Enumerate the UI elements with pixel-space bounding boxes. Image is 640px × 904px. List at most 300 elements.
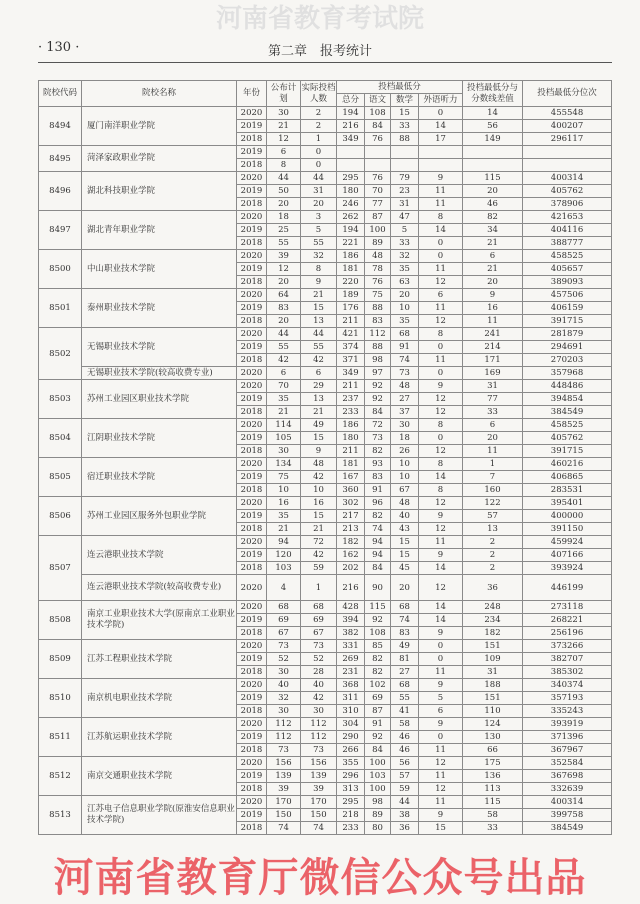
cell-foreign xyxy=(419,159,463,172)
cell-diff: 234 xyxy=(463,614,523,627)
cell-diff: 58 xyxy=(463,809,523,822)
cell-total: 194 xyxy=(337,107,365,120)
cell-diff: 31 xyxy=(463,666,523,679)
cell-math: 40 xyxy=(391,510,419,523)
header-chinese: 语文 xyxy=(365,94,391,107)
cell-rank: 296117 xyxy=(523,133,612,146)
cell-year: 2020 xyxy=(237,796,267,809)
cell-year: 2020 xyxy=(237,211,267,224)
cell-foreign: 12 xyxy=(419,783,463,796)
cell-actual: 68 xyxy=(301,601,337,614)
cell-foreign: 9 xyxy=(419,172,463,185)
cell-math: 49 xyxy=(391,640,419,653)
cell-total: 218 xyxy=(337,809,365,822)
table-row xyxy=(39,575,612,601)
cell-actual: 28 xyxy=(301,666,337,679)
cell-rank: 405762 xyxy=(523,185,612,198)
cell-actual: 72 xyxy=(301,536,337,549)
cell-chinese: 82 xyxy=(365,445,391,458)
cell-math: 68 xyxy=(391,328,419,341)
cell-plan: 35 xyxy=(267,510,301,523)
cell-total: 349 xyxy=(337,367,365,380)
cell-year: 2019 xyxy=(237,393,267,406)
cell-actual: 44 xyxy=(301,172,337,185)
cell-total: 374 xyxy=(337,341,365,354)
cell-diff: 20 xyxy=(463,185,523,198)
cell-foreign: 0 xyxy=(419,367,463,380)
cell-actual: 2 xyxy=(301,120,337,133)
cell-actual: 9 xyxy=(301,276,337,289)
school-name: 南京交通职业技术学院 xyxy=(82,757,237,796)
cell-foreign: 9 xyxy=(419,809,463,822)
cell-year: 2018 xyxy=(237,783,267,796)
cell-diff: 115 xyxy=(463,172,523,185)
cell-plan: 156 xyxy=(267,757,301,770)
cell-year: 2020 xyxy=(237,419,267,432)
table-row xyxy=(39,419,612,432)
cell-total: 186 xyxy=(337,250,365,263)
cell-chinese: 100 xyxy=(365,757,391,770)
cell-plan: 55 xyxy=(267,237,301,250)
cell-plan: 139 xyxy=(267,770,301,783)
cell-total: 216 xyxy=(337,575,365,601)
table-row xyxy=(39,718,612,731)
cell-diff: 36 xyxy=(463,575,523,601)
cell-total: 211 xyxy=(337,445,365,458)
school-name: 苏州工业园区职业技术学院 xyxy=(82,380,237,419)
cell-diff: 130 xyxy=(463,731,523,744)
cell-plan: 69 xyxy=(267,614,301,627)
cell-foreign: 11 xyxy=(419,302,463,315)
cell-plan: 44 xyxy=(267,172,301,185)
school-name: 南京机电职业技术学院 xyxy=(82,679,237,718)
cell-actual: 8 xyxy=(301,263,337,276)
cell-chinese: 83 xyxy=(365,315,391,328)
cell-actual: 1 xyxy=(301,575,337,601)
table-row xyxy=(39,172,612,185)
cell-actual: 49 xyxy=(301,419,337,432)
cell-year: 2018 xyxy=(237,159,267,172)
cell-actual: 112 xyxy=(301,718,337,731)
cell-diff: 77 xyxy=(463,393,523,406)
cell-plan: 73 xyxy=(267,744,301,757)
school-code: 8505 xyxy=(39,458,82,497)
cell-chinese: 94 xyxy=(365,536,391,549)
cell-actual: 73 xyxy=(301,744,337,757)
cell-chinese: 84 xyxy=(365,406,391,419)
cell-actual: 13 xyxy=(301,315,337,328)
cell-year: 2020 xyxy=(237,757,267,770)
cell-year: 2018 xyxy=(237,666,267,679)
cell-foreign xyxy=(419,146,463,159)
cell-actual: 1 xyxy=(301,133,337,146)
cell-chinese: 92 xyxy=(365,731,391,744)
cell-total: 382 xyxy=(337,627,365,640)
cell-plan: 39 xyxy=(267,250,301,263)
cell-year: 2020 xyxy=(237,328,267,341)
cell-plan: 75 xyxy=(267,471,301,484)
school-code: 8496 xyxy=(39,172,82,211)
school-name: 无锡职业技术学院(较高收费专业) xyxy=(82,367,237,380)
cell-rank: 367967 xyxy=(523,744,612,757)
cell-total: 360 xyxy=(337,484,365,497)
cell-actual: 21 xyxy=(301,406,337,419)
cell-diff: 122 xyxy=(463,497,523,510)
cell-diff: 113 xyxy=(463,783,523,796)
cell-chinese: 78 xyxy=(365,263,391,276)
cell-plan: 32 xyxy=(267,692,301,705)
cell-chinese: 87 xyxy=(365,211,391,224)
header-foreign: 外语听力 xyxy=(419,94,463,107)
cell-actual: 42 xyxy=(301,692,337,705)
cell-chinese: 89 xyxy=(365,237,391,250)
cell-diff: 6 xyxy=(463,419,523,432)
cell-diff: 9 xyxy=(463,289,523,302)
cell-math: 35 xyxy=(391,263,419,276)
cell-year: 2018 xyxy=(237,315,267,328)
cell-rank: 407166 xyxy=(523,549,612,562)
cell-plan: 94 xyxy=(267,536,301,549)
header-plan: 公布计划 xyxy=(267,81,301,107)
cell-year: 2019 xyxy=(237,224,267,237)
school-name: 无锡职业技术学院 xyxy=(82,328,237,367)
cell-foreign: 8 xyxy=(419,419,463,432)
cell-foreign: 0 xyxy=(419,237,463,250)
cell-math: 27 xyxy=(391,393,419,406)
cell-year: 2019 xyxy=(237,770,267,783)
cell-actual: 59 xyxy=(301,562,337,575)
cell-rank: 391150 xyxy=(523,523,612,536)
cell-plan: 52 xyxy=(267,653,301,666)
cell-diff: 149 xyxy=(463,133,523,146)
cell-math: 47 xyxy=(391,211,419,224)
cell-rank: 357968 xyxy=(523,367,612,380)
cell-total: 202 xyxy=(337,562,365,575)
cell-math: 10 xyxy=(391,302,419,315)
header-actual: 实际投档人数 xyxy=(301,81,337,107)
cell-math: 41 xyxy=(391,705,419,718)
cell-math: 55 xyxy=(391,692,419,705)
cell-diff: 31 xyxy=(463,380,523,393)
cell-rank: 405762 xyxy=(523,432,612,445)
cell-diff: 2 xyxy=(463,536,523,549)
cell-year: 2020 xyxy=(237,367,267,380)
cell-diff: 6 xyxy=(463,250,523,263)
school-code: 8507 xyxy=(39,536,82,601)
school-code: 8501 xyxy=(39,289,82,328)
cell-foreign: 12 xyxy=(419,523,463,536)
school-code: 8503 xyxy=(39,380,82,419)
cell-chinese: 83 xyxy=(365,471,391,484)
cell-total: 220 xyxy=(337,276,365,289)
table-row xyxy=(39,757,612,770)
cell-foreign: 9 xyxy=(419,510,463,523)
cell-math: 73 xyxy=(391,367,419,380)
cell-actual: 139 xyxy=(301,770,337,783)
cell-math: 79 xyxy=(391,172,419,185)
cell-actual: 15 xyxy=(301,302,337,315)
cell-rank: 393924 xyxy=(523,562,612,575)
cell-math: 83 xyxy=(391,627,419,640)
cell-foreign: 11 xyxy=(419,263,463,276)
cell-plan: 20 xyxy=(267,315,301,328)
cell-foreign: 0 xyxy=(419,250,463,263)
cell-chinese: 80 xyxy=(365,822,391,835)
cell-math: 38 xyxy=(391,809,419,822)
cell-year: 2020 xyxy=(237,718,267,731)
table-row xyxy=(39,536,612,549)
cell-total: 213 xyxy=(337,523,365,536)
cell-rank: 460216 xyxy=(523,458,612,471)
cell-total: 262 xyxy=(337,211,365,224)
cell-plan: 21 xyxy=(267,406,301,419)
school-name: 江阴职业技术学院 xyxy=(82,419,237,458)
cell-chinese: 88 xyxy=(365,302,391,315)
school-code: 8504 xyxy=(39,419,82,458)
cell-math: 56 xyxy=(391,757,419,770)
cell-plan: 120 xyxy=(267,549,301,562)
cell-year: 2020 xyxy=(237,640,267,653)
cell-foreign: 14 xyxy=(419,562,463,575)
cell-total: 421 xyxy=(337,328,365,341)
cell-chinese: 69 xyxy=(365,692,391,705)
school-name: 南京工业职业技术大学(原南京工业职业技术学院) xyxy=(82,601,237,640)
cell-foreign: 0 xyxy=(419,432,463,445)
cell-total: 162 xyxy=(337,549,365,562)
cell-rank: 394854 xyxy=(523,393,612,406)
cell-diff: 1 xyxy=(463,458,523,471)
cell-chinese: 96 xyxy=(365,497,391,510)
cell-rank: 357193 xyxy=(523,692,612,705)
cell-plan: 68 xyxy=(267,601,301,614)
cell-chinese: 48 xyxy=(365,250,391,263)
cell-rank: 268221 xyxy=(523,614,612,627)
cell-foreign: 9 xyxy=(419,627,463,640)
cell-rank: 294691 xyxy=(523,341,612,354)
header-name: 院校名称 xyxy=(82,81,237,107)
cell-year: 2019 xyxy=(237,432,267,445)
cell-math: 20 xyxy=(391,575,419,601)
cell-math: 45 xyxy=(391,562,419,575)
cell-rank: 395401 xyxy=(523,497,612,510)
cell-diff: 66 xyxy=(463,744,523,757)
cell-total: 176 xyxy=(337,302,365,315)
cell-diff: 175 xyxy=(463,757,523,770)
table-row xyxy=(39,380,612,393)
cell-year: 2019 xyxy=(237,263,267,276)
cell-math: 37 xyxy=(391,406,419,419)
cell-rank: 335243 xyxy=(523,705,612,718)
cell-actual: 16 xyxy=(301,497,337,510)
cell-plan: 35 xyxy=(267,393,301,406)
cell-year: 2018 xyxy=(237,822,267,835)
school-name: 湖北科技职业学院 xyxy=(82,172,237,211)
cell-rank: 385302 xyxy=(523,666,612,679)
cell-chinese: 108 xyxy=(365,627,391,640)
cell-diff: 7 xyxy=(463,471,523,484)
cell-foreign: 11 xyxy=(419,666,463,679)
school-name: 连云港职业技术学院(较高收费专业) xyxy=(82,575,237,601)
school-code: 8494 xyxy=(39,107,82,146)
cell-chinese: 94 xyxy=(365,549,391,562)
cell-total: 182 xyxy=(337,536,365,549)
cell-total: 237 xyxy=(337,393,365,406)
cell-total: 266 xyxy=(337,744,365,757)
cell-chinese: 74 xyxy=(365,523,391,536)
cell-plan: 112 xyxy=(267,718,301,731)
cell-chinese: 100 xyxy=(365,783,391,796)
cell-foreign: 11 xyxy=(419,354,463,367)
cell-chinese: 84 xyxy=(365,744,391,757)
cell-rank: 382707 xyxy=(523,653,612,666)
cell-year: 2020 xyxy=(237,172,267,185)
cell-actual: 150 xyxy=(301,809,337,822)
school-name: 泰州职业技术学院 xyxy=(82,289,237,328)
cell-year: 2018 xyxy=(237,406,267,419)
cell-math: 81 xyxy=(391,653,419,666)
cell-chinese: 93 xyxy=(365,458,391,471)
cell-year: 2018 xyxy=(237,705,267,718)
table-row xyxy=(39,289,612,302)
cell-rank: 384549 xyxy=(523,822,612,835)
cell-plan: 67 xyxy=(267,627,301,640)
cell-foreign: 8 xyxy=(419,458,463,471)
cell-plan: 30 xyxy=(267,666,301,679)
cell-year: 2018 xyxy=(237,523,267,536)
cell-year: 2018 xyxy=(237,354,267,367)
cell-chinese: 91 xyxy=(365,718,391,731)
cell-diff: 151 xyxy=(463,640,523,653)
cell-actual: 52 xyxy=(301,653,337,666)
cell-actual: 0 xyxy=(301,146,337,159)
cell-year: 2019 xyxy=(237,302,267,315)
cell-year: 2020 xyxy=(237,601,267,614)
cell-math: 33 xyxy=(391,237,419,250)
cell-plan: 170 xyxy=(267,796,301,809)
cell-rank: 399758 xyxy=(523,809,612,822)
table-row xyxy=(39,146,612,159)
cell-actual: 31 xyxy=(301,185,337,198)
cell-diff: 109 xyxy=(463,653,523,666)
cell-rank: 400000 xyxy=(523,510,612,523)
cell-rank: 446199 xyxy=(523,575,612,601)
cell-year: 2018 xyxy=(237,276,267,289)
header-code: 院校代码 xyxy=(39,81,82,107)
cell-rank: 406159 xyxy=(523,302,612,315)
cell-foreign: 12 xyxy=(419,315,463,328)
school-code: 8506 xyxy=(39,497,82,536)
cell-chinese: 98 xyxy=(365,796,391,809)
cell-plan: 64 xyxy=(267,289,301,302)
cell-foreign: 11 xyxy=(419,198,463,211)
cell-rank: 406865 xyxy=(523,471,612,484)
cell-chinese: 82 xyxy=(365,666,391,679)
cell-year: 2019 xyxy=(237,120,267,133)
cell-actual: 55 xyxy=(301,237,337,250)
cell-rank: 448486 xyxy=(523,380,612,393)
cell-chinese: 92 xyxy=(365,614,391,627)
cell-rank: 373266 xyxy=(523,640,612,653)
cell-foreign: 14 xyxy=(419,224,463,237)
cell-rank: 270203 xyxy=(523,354,612,367)
chapter-title: 第二章 报考统计 xyxy=(267,44,372,59)
cell-chinese: 76 xyxy=(365,172,391,185)
cell-diff: 34 xyxy=(463,224,523,237)
cell-diff: 14 xyxy=(463,107,523,120)
cell-total: 181 xyxy=(337,263,365,276)
cell-chinese xyxy=(365,159,391,172)
cell-plan: 150 xyxy=(267,809,301,822)
cell-math: 36 xyxy=(391,822,419,835)
header-divider xyxy=(38,62,612,63)
cell-foreign: 11 xyxy=(419,536,463,549)
cell-actual: 29 xyxy=(301,380,337,393)
cell-foreign: 11 xyxy=(419,185,463,198)
cell-actual: 21 xyxy=(301,289,337,302)
cell-diff: 20 xyxy=(463,432,523,445)
cell-diff: 171 xyxy=(463,354,523,367)
cell-math: 57 xyxy=(391,770,419,783)
cell-actual: 73 xyxy=(301,640,337,653)
cell-rank: 404116 xyxy=(523,224,612,237)
table-row xyxy=(39,458,612,471)
cell-plan: 20 xyxy=(267,198,301,211)
cell-diff: 115 xyxy=(463,796,523,809)
cell-total: 233 xyxy=(337,822,365,835)
school-name: 湖北青年职业学院 xyxy=(82,211,237,250)
cell-total: 194 xyxy=(337,224,365,237)
cell-math: 88 xyxy=(391,133,419,146)
cell-rank: 388777 xyxy=(523,237,612,250)
cell-total: 355 xyxy=(337,757,365,770)
cell-diff: 56 xyxy=(463,120,523,133)
cell-actual: 40 xyxy=(301,679,337,692)
cell-diff: 160 xyxy=(463,484,523,497)
cell-foreign: 9 xyxy=(419,549,463,562)
cell-actual: 20 xyxy=(301,198,337,211)
cell-diff: 248 xyxy=(463,601,523,614)
cell-actual: 74 xyxy=(301,822,337,835)
cell-diff: 33 xyxy=(463,822,523,835)
cell-chinese: 92 xyxy=(365,380,391,393)
cell-plan: 55 xyxy=(267,341,301,354)
cell-foreign: 12 xyxy=(419,497,463,510)
cell-rank: 400314 xyxy=(523,172,612,185)
cell-diff: 2 xyxy=(463,562,523,575)
cell-chinese: 70 xyxy=(365,185,391,198)
cell-plan: 134 xyxy=(267,458,301,471)
cell-foreign: 0 xyxy=(419,653,463,666)
cell-math: 46 xyxy=(391,744,419,757)
cell-chinese: 76 xyxy=(365,133,391,146)
cell-total: 216 xyxy=(337,120,365,133)
cell-foreign: 8 xyxy=(419,211,463,224)
cell-year: 2018 xyxy=(237,484,267,497)
cell-math: 68 xyxy=(391,601,419,614)
school-code: 8500 xyxy=(39,250,82,289)
cell-math: 15 xyxy=(391,549,419,562)
table-row xyxy=(39,250,612,263)
cell-total xyxy=(337,159,365,172)
cell-math xyxy=(391,159,419,172)
school-name: 江苏航运职业技术学院 xyxy=(82,718,237,757)
cell-year: 2018 xyxy=(237,133,267,146)
school-name: 江苏工程职业技术学院 xyxy=(82,640,237,679)
cell-total: 394 xyxy=(337,614,365,627)
watermark-red: 河南省教育厅微信公众号出品 xyxy=(53,855,587,901)
school-code: 8502 xyxy=(39,328,82,380)
cell-actual: 0 xyxy=(301,159,337,172)
